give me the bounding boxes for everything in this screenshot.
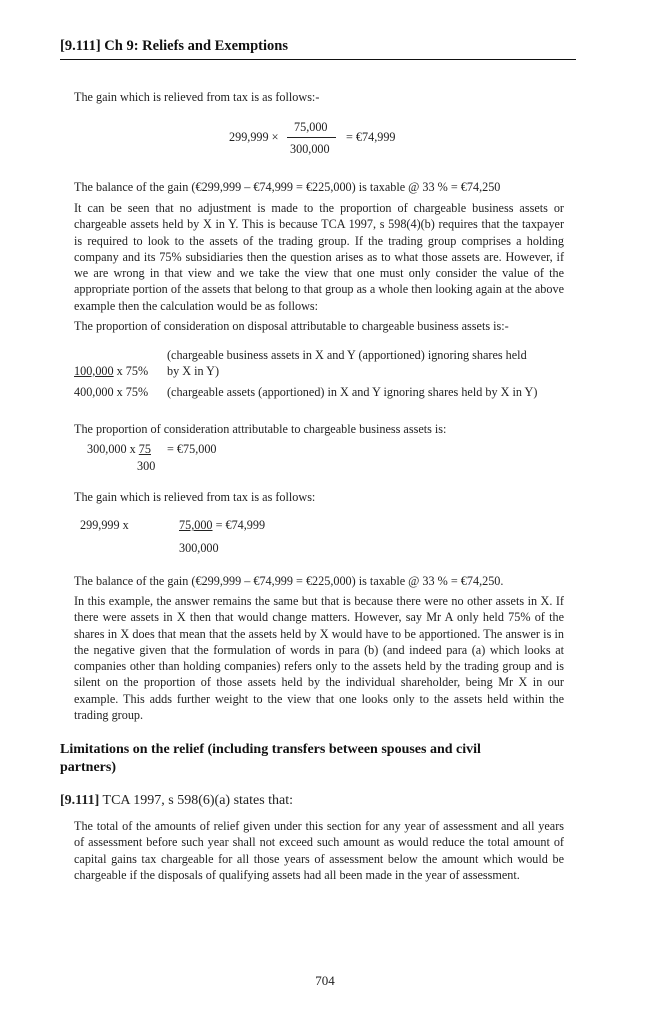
calc-result: = €75,000 — [167, 442, 217, 456]
row1-amount-underlined: 100,000 — [74, 364, 114, 378]
balance-taxable-line-2: The balance of the gain (€299,999 – €74,999 = €225,000) is taxable @ 33 % = €74,250. — [74, 574, 504, 588]
calc-numerator: 75 — [138, 442, 151, 456]
calc2-result: = €74,999 — [212, 518, 266, 532]
explanation-paragraph: It can be seen that no adjustment is made to the proportion of chargeable business assets or chargeable assets held by X in Y. This is because TCA 1997, s 598(4)(b) requires that the taxpayer is required to look to the assets of the trading group. If the trading group comprises a holding company and its 75% subsidiaries then the question arises as to what those assets are. However, if we are wrong in that view and we take the view that one must only consider the value of the appropriate portion of the assets that belong to that group as a whole then looking again at the above example then the calculation would be as follows: — [74, 201, 564, 313]
calc2-numerator: 75,000 — [179, 518, 213, 532]
running-header: [9.111] Ch 9: Reliefs and Exemptions — [60, 38, 288, 54]
proportion-intro: The proportion of consideration on disposal attributable to chargeable business assets is:- — [74, 319, 509, 333]
proportion-attributable-line: The proportion of consideration attributable to chargeable business assets is: — [74, 422, 447, 436]
fraction-numerator: 75,000 — [294, 120, 328, 134]
example-paragraph: In this example, the answer remains the same but that is because there were no other assets in X. If there were assets in X then that would change matters. However, say Mr A only held 75% of the shares in X does that mean that the assets held by X would have to be apportioned. The answer is in the negative given that the formulation of words in para (b) (and indeed para (a) which looks at companies other than holding companies) refers only to the assets held by the trading group and is silent on the proportion of those assets held by the individual shareholder, being Mr X in our example. This adds further weight to the view that one looks only to the assets held within the trading group. — [74, 594, 564, 723]
paragraph-lead-text: TCA 1997, s 598(6)(a) states that: — [99, 793, 294, 808]
gain-relieved-intro-2: The gain which is relieved from tax is as follows: — [74, 490, 316, 504]
apportion-row2-amount: 400,000 x 75% — [74, 385, 149, 399]
fraction-bar — [287, 137, 336, 138]
calc2-numerator-result — [179, 517, 265, 533]
statutory-quote: The total of the amounts of relief given under this section for any year of assessment and all years of assessment before such year shall not exceed such amount as would reduce the total amount of capital gains tax chargeable for all those years of assessment below the amount which would be chargeable if the disposals of qualifying assets had all been made in the year of assessment. — [74, 819, 564, 882]
paragraph-number: [9.111] — [60, 793, 100, 808]
calc-denominator: 300 — [137, 459, 156, 473]
calc-lhs — [87, 441, 151, 457]
paragraph-lead — [60, 793, 293, 809]
calc-lhs-text: 300,000 x — [87, 442, 139, 456]
apportion-row1-amount — [74, 363, 148, 379]
page-number: 704 — [315, 973, 335, 988]
row1-percentage: x 75% — [113, 364, 149, 378]
calc2-denominator: 300,000 — [179, 541, 219, 555]
balance-taxable-line: The balance of the gain (€299,999 – €74,999 = €225,000) is taxable @ 33 % = €74,250 — [74, 180, 501, 194]
header-rule — [60, 59, 576, 60]
fraction-lhs: 299,999 × — [229, 130, 279, 144]
gain-relieved-intro: The gain which is relieved from tax is as follows:- — [74, 90, 320, 104]
fraction-result: = €74,999 — [346, 130, 396, 144]
section-heading: Limitations on the relief (including transfers between spouses and civil partners) — [60, 742, 481, 775]
calc2-lhs: 299,999 x — [80, 518, 129, 532]
apportion-row1-description: (chargeable business assets in X and Y (apportioned) ignoring shares held by X in Y) — [167, 348, 527, 379]
fraction-denominator: 300,000 — [290, 142, 330, 156]
apportion-row2-description: (chargeable assets (apportioned) in X and Y ignoring shares held by X in Y) — [167, 385, 538, 399]
